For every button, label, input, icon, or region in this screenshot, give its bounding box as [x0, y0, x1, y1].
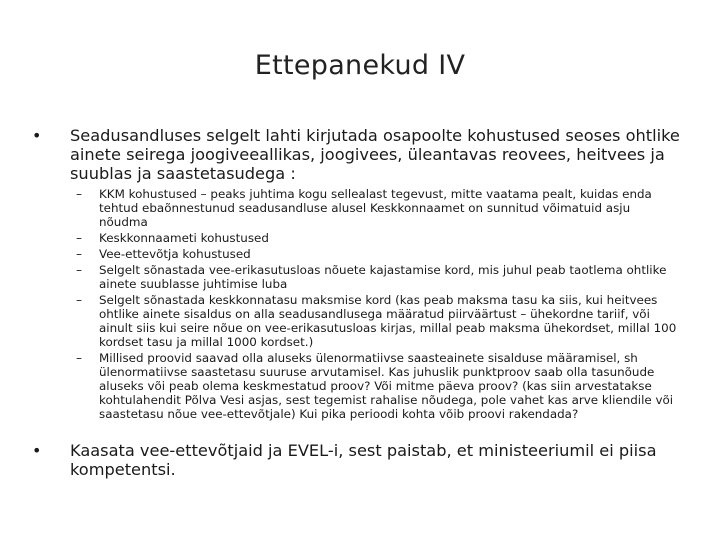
- sub-bullet-marker: –: [76, 247, 82, 261]
- bullet-marker: •: [32, 126, 42, 145]
- sub-bullet-item: [70, 231, 680, 245]
- sub-bullet-text: Selgelt sõnastada vee-erikasutusloas nõuete kajastamise kord, mis juhul peab taotlema ohtlike ainete suublasse juhtimise luba: [99, 263, 667, 291]
- sub-bullet-item: [70, 293, 680, 349]
- bullet-text: Seadusandluses selgelt lahti kirjutada osapoolte kohustused seoses ohtlike ainete seirega joogiveeallikas, joogivees, üleantavas reovees, heitvees ja suublas ja saastetasudega :: [70, 126, 680, 183]
- slide-title: Ettepanekud IV: [254, 50, 466, 81]
- sub-bullet-text: Millised proovid saavad olla aluseks ülenormatiivse saasteainete sisalduse määramisel, sh ülenormatiivse saastetasu suuruse arvutamisel. Kas juhuslik punktproov saab olla tasunõude aluseks või peab olema keskmestatud proov? Või mitme päeva proov? (kas siin arvestatakse kohtulahendit Põlva Vesi asjas, sest tegemist rahalise nõudega, pole vahet kas arve kliendile või saastetasu nõue vee-ettevõtjale) Kui pika perioodi kohta võib proovi rakendada?: [99, 351, 674, 421]
- sub-bullet-item: [70, 187, 680, 229]
- sub-bullet-marker: –: [76, 351, 82, 365]
- sub-bullet-marker: –: [76, 263, 82, 277]
- slide-content: [30, 126, 690, 479]
- sub-bullet-item: [70, 263, 680, 291]
- sub-bullet-text: KKM kohustused – peaks juhtima kogu sellealast tegevust, mitte vaatama pealt, kuidas enda tehtud ebaõnnestunud seadusandluse alusel Keskkonnaamet on sunnitud võimatuid asju nõudma: [99, 187, 652, 229]
- bullet-item: [30, 441, 690, 479]
- sub-bullet-text: Vee-ettevõtja kohustused: [99, 247, 251, 261]
- bullet-marker: •: [32, 441, 42, 460]
- bullet-text: Kaasata vee-ettevõtjaid ja EVEL-i, sest paistab, et ministeeriumil ei piisa kompetentsi.: [70, 441, 657, 479]
- sub-bullet-item: [70, 351, 680, 421]
- sub-bullet-list: [70, 187, 680, 421]
- sub-bullet-text: Keskkonnaameti kohustused: [99, 231, 269, 245]
- sub-bullet-text: Selgelt sõnastada keskkonnatasu maksmise kord (kas peab maksma tasu ka siis, kui heitvees ohtlike ainete sisaldus on alla seadusandlusega määratud piirväärtust – ühekordne tariif, või ainult siis kui seire nõue on vee-erikasutusloas kirjas, millal peab maksma ühekordset, millal 100 kordset tasu ja millal 1000 kordset.): [99, 293, 677, 349]
- sub-bullet-marker: –: [76, 187, 82, 201]
- bullet-item: [30, 126, 690, 183]
- sub-bullet-marker: –: [76, 293, 82, 307]
- sub-bullet-item: [70, 247, 680, 261]
- sub-bullet-marker: –: [76, 231, 82, 245]
